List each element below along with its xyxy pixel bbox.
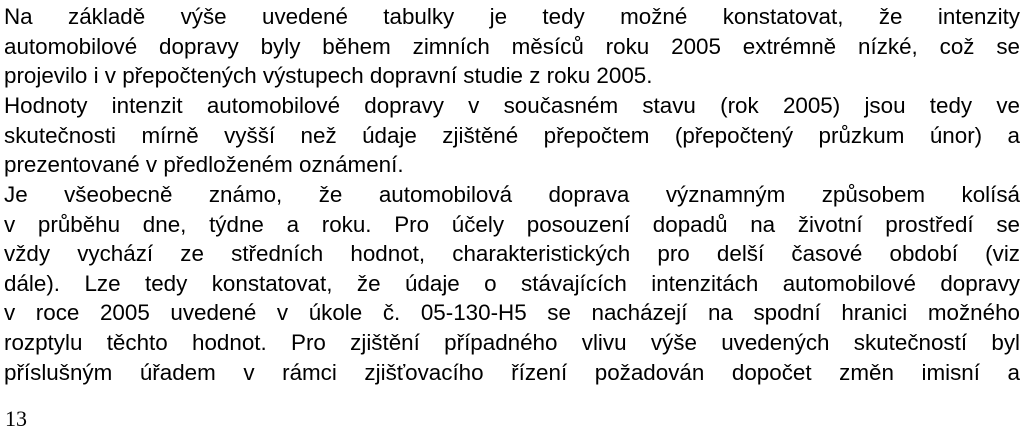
paragraph-traffic-intensity-2005 <box>4 2 1020 91</box>
paragraph-current-state-values <box>4 91 1020 180</box>
text-line: v průběhu dne, týdne a roku. Pro účely posouzení dopadů na životní prostředí se <box>4 211 1020 237</box>
text-line: Na základě výše uvedené tabulky je tedy možné konstatovat, že intenzity <box>4 4 1020 29</box>
paragraph-traffic-fluctuation <box>4 180 1020 387</box>
text-line: dále). Lze tedy konstatovat, že údaje o stávajících intenzitách automobilové dopravy <box>4 270 1020 296</box>
text-line: Je všeobecně známo, že automobilová doprava významným způsobem kolísá <box>4 182 1020 207</box>
text-line: skutečnosti mírně vyšší než údaje zjištěné přepočtem (přepočtený průzkum únor) a <box>4 122 1020 148</box>
text-line: prezentované v předloženém oznámení. <box>4 152 404 178</box>
text-line: rozptylu těchto hodnot. Pro zjištění případného vlivu výše uvedených skutečností byl <box>4 329 1020 355</box>
text-line: automobilové dopravy byly během zimních měsíců roku 2005 extrémně nízké, což se <box>4 33 1020 59</box>
text-line: v roce 2005 uvedené v úkole č. 05-130-H5 se nacházejí na spodní hranici možného <box>4 300 1020 326</box>
text-line: projevilo i v přepočtených výstupech dopravní studie z roku 2005. <box>4 63 653 89</box>
text-line: příslušným úřadem v rámci zjišťovacího řízení požadován dopočet změn imisní a <box>4 359 1020 385</box>
page-number: 13 <box>5 406 27 431</box>
text-line: vždy vychází ze středních hodnot, charakteristických pro delší časové období (viz <box>4 241 1020 267</box>
text-line: Hodnoty intenzit automobilové dopravy v současném stavu (rok 2005) jsou tedy ve <box>4 93 1020 118</box>
document-page <box>4 0 1020 437</box>
